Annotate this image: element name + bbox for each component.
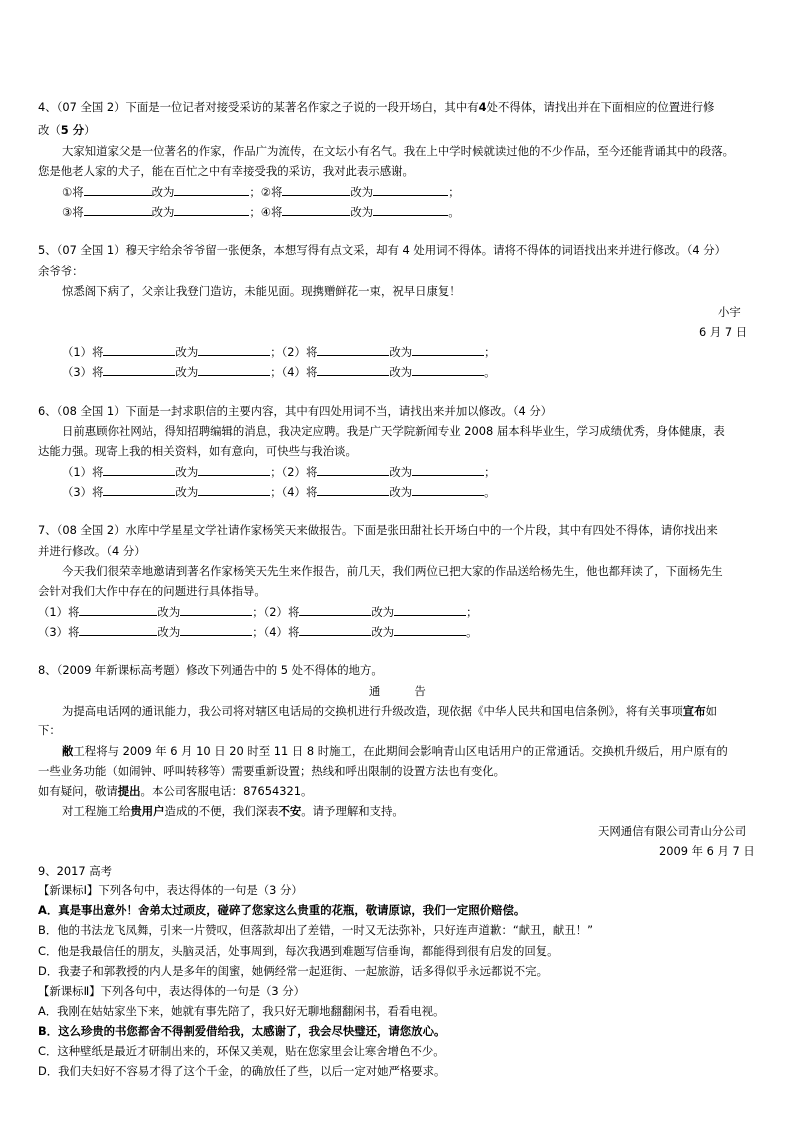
answer-blank[interactable]	[412, 344, 484, 356]
q8-para1-line2: 下：	[38, 723, 61, 737]
q8-notice-title: 通 告	[369, 684, 426, 698]
answer-blank[interactable]	[174, 184, 249, 196]
q5-answer-row1: （1）将 改为 ；（2）将 改为 ；	[62, 345, 496, 359]
q5-answer-row2: （3）将 改为 ；（4）将 改为 。	[62, 365, 496, 379]
q4-passage-line1: 大家知道家父是一位著名的作家，作品广为流传，在文坛小有名气。我在上中学时候就读过他的不少作品，至今还能背诵其中的段落。	[62, 144, 735, 158]
q9-s2-option-b: B．这么珍贵的书您都舍不得割爱借给我，太感谢了，我会尽快璧还，请您放心。	[38, 1024, 446, 1038]
q9-s1-option-a: A．真是事出意外！舍弟太过顽皮，碰碎了您家这么贵重的花瓶，敬请原谅，我们一定照价赔偿。	[38, 903, 526, 917]
answer-blank[interactable]	[198, 484, 270, 496]
answer-blank[interactable]	[373, 184, 448, 196]
q9-s1-option-d: D．我妻子和郭教授的内人是多年的闺蜜，她俩经常一起逛街、一起旅游，话多得似乎永远都说不完。	[38, 964, 548, 978]
q5-date: 6 月 7 日	[699, 325, 748, 339]
q7-passage-line1: 今天我们很荣幸地邀请到著名作家杨笑天先生来作报告，前几天，我们两位已把大家的作品送给杨先生，他也都拜读了，下面杨先生	[62, 564, 723, 578]
answer-blank[interactable]	[84, 184, 152, 196]
q7-passage-line2: 会针对我们大作中存在的问题进行具体指导。	[38, 584, 266, 598]
q9-s1-option-b: B．他的书法龙飞凤舞，引来一片赞叹，但落款却出了差错，一时又无法弥补，只好连声道歉：“献丑，献丑！”	[38, 923, 593, 937]
q4-stem-line2: 改（5 分）	[38, 123, 96, 137]
answer-blank[interactable]	[103, 484, 175, 496]
q8-date: 2009 年 6 月 7 日	[659, 844, 755, 858]
q7-answer-row1: （1）将 改为 ；（2）将 改为 ；	[38, 605, 478, 619]
answer-blank[interactable]	[412, 484, 484, 496]
q8-stem: 8、（2009 年新课标高考题）修改下列通告中的 5 处不得体的地方。	[38, 663, 383, 677]
answer-blank[interactable]	[79, 604, 157, 616]
answer-blank[interactable]	[317, 344, 389, 356]
q4-answer-row2: ③将 改为 ；④将 改为 。	[62, 205, 460, 219]
answer-blank[interactable]	[412, 364, 484, 376]
q6-passage-line1: 日前惠顾你社网站，得知招聘编辑的消息，我决定应聘。我是广天学院新闻专业 2008 届本科毕业生，学习成绩优秀，身体健康，表	[62, 424, 725, 438]
answer-blank[interactable]	[174, 204, 249, 216]
q7-stem-line2: 并进行修改。（4 分）	[38, 544, 146, 558]
q5-stem: 5、（07 全国 1）穆天宇给余爷爷留一张便条，本想写得有点文采，却有 4 处用词不得体。请将不得体的词语找出来并进行修改。（4 分）	[38, 243, 727, 257]
q4-answer-row1: ①将 改为 ；②将 改为 ；	[62, 185, 460, 199]
q5-signer: 小宇	[718, 305, 741, 319]
answer-blank[interactable]	[317, 484, 389, 496]
q6-passage-line2: 达能力强。现寄上我的相关资料，如有意向，可快些与我治谈。	[38, 444, 357, 458]
answer-blank[interactable]	[103, 344, 175, 356]
q7-answer-row2: （3）将 改为 ；（4）将 改为 。	[38, 625, 478, 639]
answer-blank[interactable]	[79, 624, 157, 636]
q4-passage-line2: 您是他老人家的犬子，能在百忙之中有幸接受我的采访，我对此表示感谢。	[38, 164, 414, 178]
q9-s1-option-c: C．他是我最信任的朋友，头脑灵活，处事周到，每次我遇到难题写信垂询，都能得到很有启发的回复。	[38, 944, 559, 958]
answer-blank[interactable]	[317, 364, 389, 376]
q6-answer-row2: （3）将 改为 ；（4）将 改为 。	[62, 485, 496, 499]
q8-para1-line1: 为提高电话网的通讯能力，我公司将对辖区电话局的交换机进行升级改造，现依据《中华人民共和国电信条例》，将有关事项宣布如	[62, 704, 717, 718]
q9-s2-option-c: C．这种壁纸是最近才研制出来的，环保又美观，贴在您家里会让寒舍增色不少。	[38, 1044, 445, 1058]
answer-blank[interactable]	[282, 204, 350, 216]
answer-blank[interactable]	[373, 204, 448, 216]
answer-blank[interactable]	[103, 464, 175, 476]
answer-blank[interactable]	[412, 464, 484, 476]
answer-blank[interactable]	[394, 624, 466, 636]
q9-s2-option-a: A．我刚在姑姑家坐下来，她就有事先陪了，我只好无聊地翻翻闲书，看看电视。	[38, 1004, 445, 1018]
q8-para4: 对工程施工给贵用户造成的不便，我们深表不安。请予理解和支持。	[62, 804, 404, 818]
q6-stem: 6、（08 全国 1）下面是一封求职信的主要内容，其中有四处用词不当，请找出来并加以修改。（4 分）	[38, 404, 553, 418]
q9-s2-option-d: D．我们夫妇好不容易才得了这个千金，的确放任了些，以后一定对她严格要求。	[38, 1064, 446, 1078]
answer-blank[interactable]	[282, 184, 350, 196]
answer-blank[interactable]	[299, 604, 371, 616]
answer-blank[interactable]	[198, 364, 270, 376]
answer-blank[interactable]	[103, 364, 175, 376]
q4-stem-line1: 4、（07 全国 2）下面是一位记者对接受采访的某著名作家之子说的一段开场白，其中有4处不得体，请找出并在下面相应的位置进行修	[38, 100, 715, 114]
q9-section2-heading: 【新课标Ⅱ】下列各句中，表达得体的一句是（3 分）	[38, 984, 306, 998]
q7-stem-line1: 7、（08 全国 2）水库中学星星文学社请作家杨笑天来做报告。下面是张田甜社长开场白中的一个片段，其中有四处不得体，请你找出来	[38, 523, 718, 537]
q6-answer-row1: （1）将 改为 ；（2）将 改为 ；	[62, 465, 496, 479]
answer-blank[interactable]	[180, 604, 252, 616]
answer-blank[interactable]	[299, 624, 371, 636]
answer-blank[interactable]	[198, 464, 270, 476]
q8-para2-line2: 一些业务功能（如闹钟、呼叫转移等）需要重新设置；热线和呼出限制的设置方法也有变化。	[38, 764, 506, 778]
answer-blank[interactable]	[180, 624, 252, 636]
answer-blank[interactable]	[84, 204, 152, 216]
answer-blank[interactable]	[394, 604, 466, 616]
q9-section1-heading: 【新课标Ⅰ】下列各句中，表达得体的一句是（3 分）	[38, 883, 303, 897]
answer-blank[interactable]	[198, 344, 270, 356]
q9-header: 9、2017 高考	[38, 864, 113, 878]
q5-note-body: 惊悉阁下病了，父亲让我登门造访，未能见面。现携赠鲜花一束，祝早日康复！	[62, 284, 461, 298]
q8-para3: 如有疑问，敬请提出。本公司客服电话：87654321。	[38, 784, 313, 798]
q5-salutation: 余爷爷：	[38, 264, 84, 278]
q8-para2-line1: 敝工程将与 2009 年 6 月 10 日 20 时至 11 日 8 时施工，在此期间会影响青山区电话用户的正常通话。交换机升级后，用户原有的	[62, 744, 728, 758]
answer-blank[interactable]	[317, 464, 389, 476]
q8-signer: 天网通信有限公司青山分公司	[598, 824, 747, 838]
